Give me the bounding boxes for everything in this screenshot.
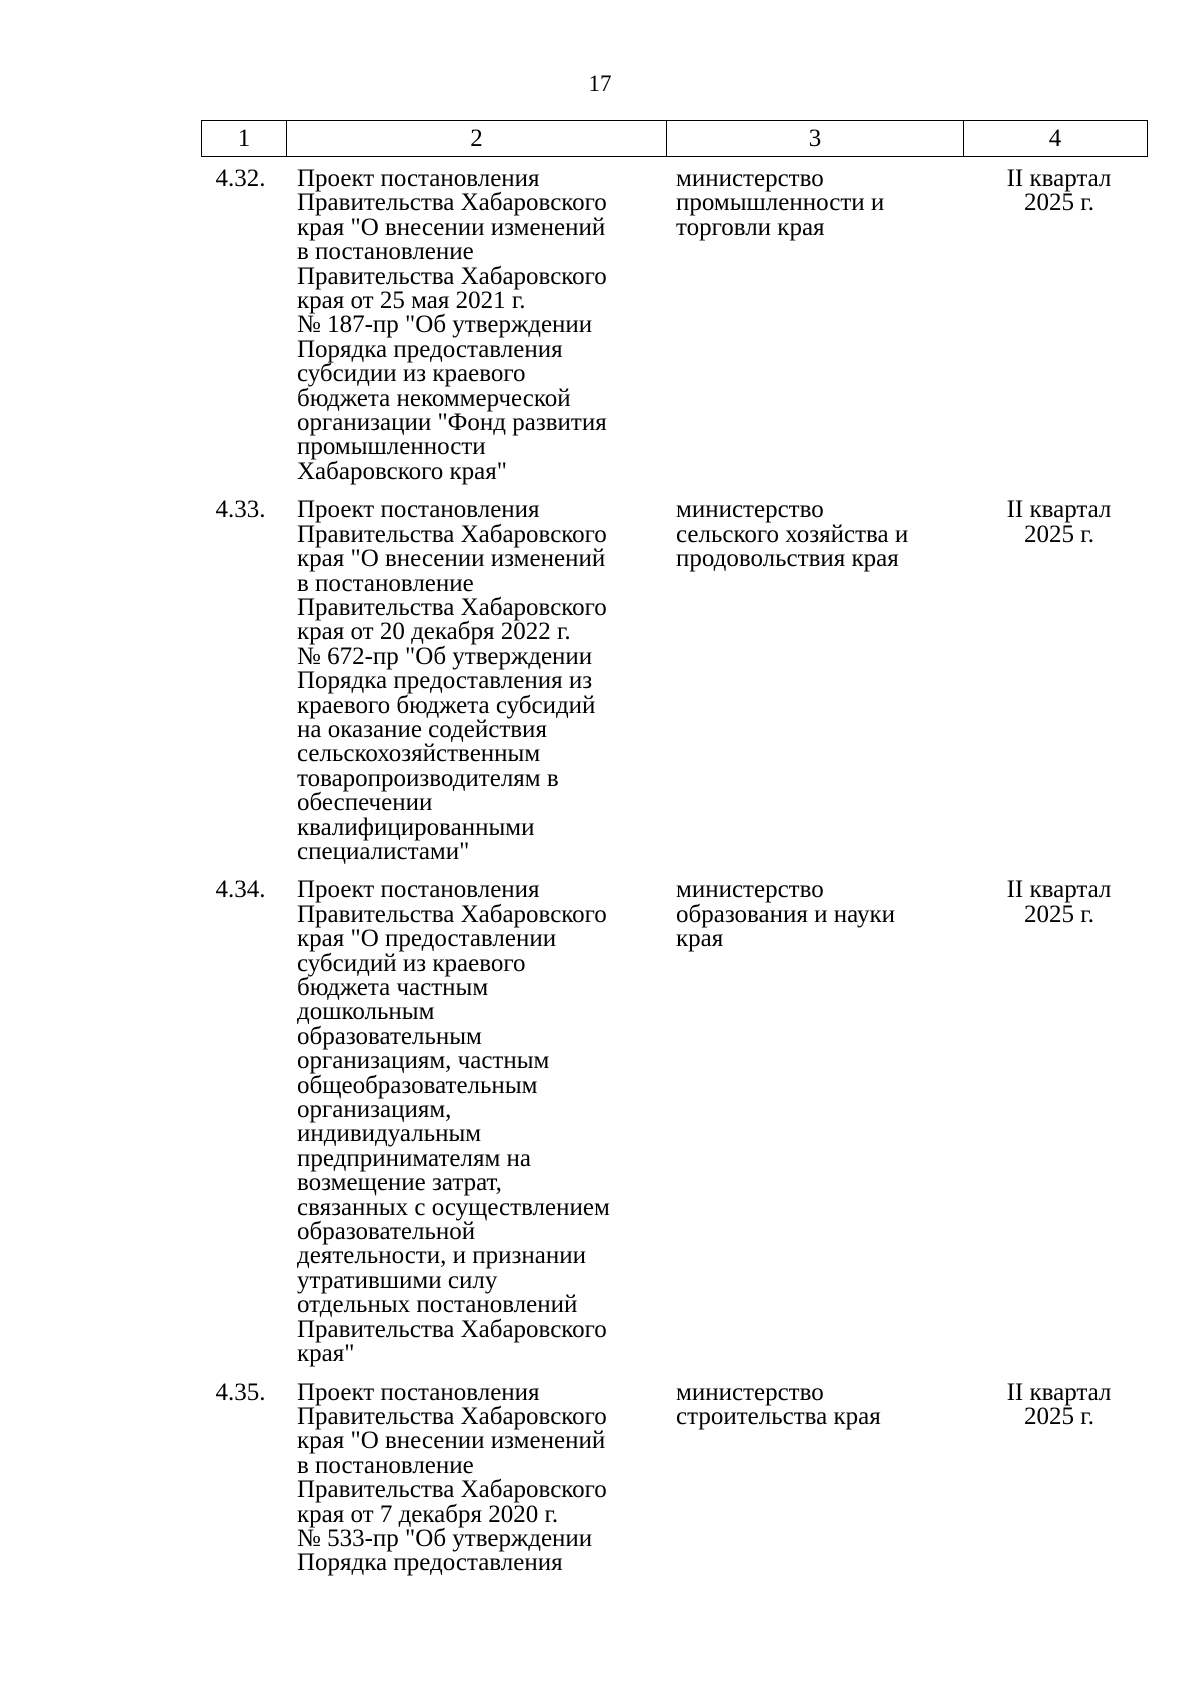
row-organization: министерство образования и науки края xyxy=(676,876,895,953)
row-organization: министерство промышленности и торговли края xyxy=(676,165,885,241)
row-description: Проект постановления Правительства Хабаровского края "О предоставлении субсидий из краевого бюджета частным дошкольным образовательным организациям, частным общеобразовательным организациям, индивидуальным предпринимателям на возмещение затрат, связанных с осуществлением образовательной деятельности, и признании утратившими силу отдельных постановлений Правительства Хабаровского края" xyxy=(297,876,610,1368)
row-deadline: II квартал 2025 г. xyxy=(1006,876,1112,928)
table-body xyxy=(201,167,1148,1590)
row-description: Проект постановления Правительства Хабаровского края "О внесении изменений в постановление Правительства Хабаровского края от 20 декабря 2022 г. № 672-пр "Об утверждении Порядка предоставления из краевого бюджета субсидий на оказание содействия сельскохозяйственным товаропроизводителям в обеспечении квалифицированными специалистами" xyxy=(297,496,607,865)
row-deadline: II квартал 2025 г. xyxy=(1006,496,1112,548)
row-description: Проект постановления Правительства Хабаровского края "О внесении изменений в постановление Правительства Хабаровского края от 7 декабря 2020 г. № 533-пр "Об утверждении Порядка предоставления xyxy=(297,1378,607,1577)
row-number: 4.35. xyxy=(215,1378,266,1406)
header-col-3: 3 xyxy=(667,121,964,156)
table-row xyxy=(201,878,1148,1366)
page-number: 17 xyxy=(588,71,612,96)
header-col-4: 4 xyxy=(1048,124,1062,152)
row-deadline: II квартал 2025 г. xyxy=(1006,165,1112,217)
row-description: Проект постановления Правительства Хабаровского края "О внесении изменений в постановление Правительства Хабаровского края от 25 мая 2021 г. № 187-пр "Об утверждении Порядка предоставления субсидии из краевого бюджета некоммерческой организации "Фонд развития промышленности Хабаровского края" xyxy=(297,165,607,485)
table-row xyxy=(201,498,1148,864)
header-col-2: 2 xyxy=(287,121,667,156)
row-number: 4.34. xyxy=(215,876,266,904)
row-deadline: II квартал 2025 г. xyxy=(1006,1378,1112,1430)
table-row xyxy=(201,167,1148,484)
row-organization: министерство строительства края xyxy=(676,1378,881,1430)
header-col-1: 1 xyxy=(202,121,287,156)
row-organization: министерство сельского хозяйства и продовольствия края xyxy=(676,496,909,573)
table-header xyxy=(201,120,1148,157)
row-number: 4.33. xyxy=(215,496,266,524)
row-number: 4.32. xyxy=(215,165,266,192)
table-row xyxy=(201,1378,1148,1577)
